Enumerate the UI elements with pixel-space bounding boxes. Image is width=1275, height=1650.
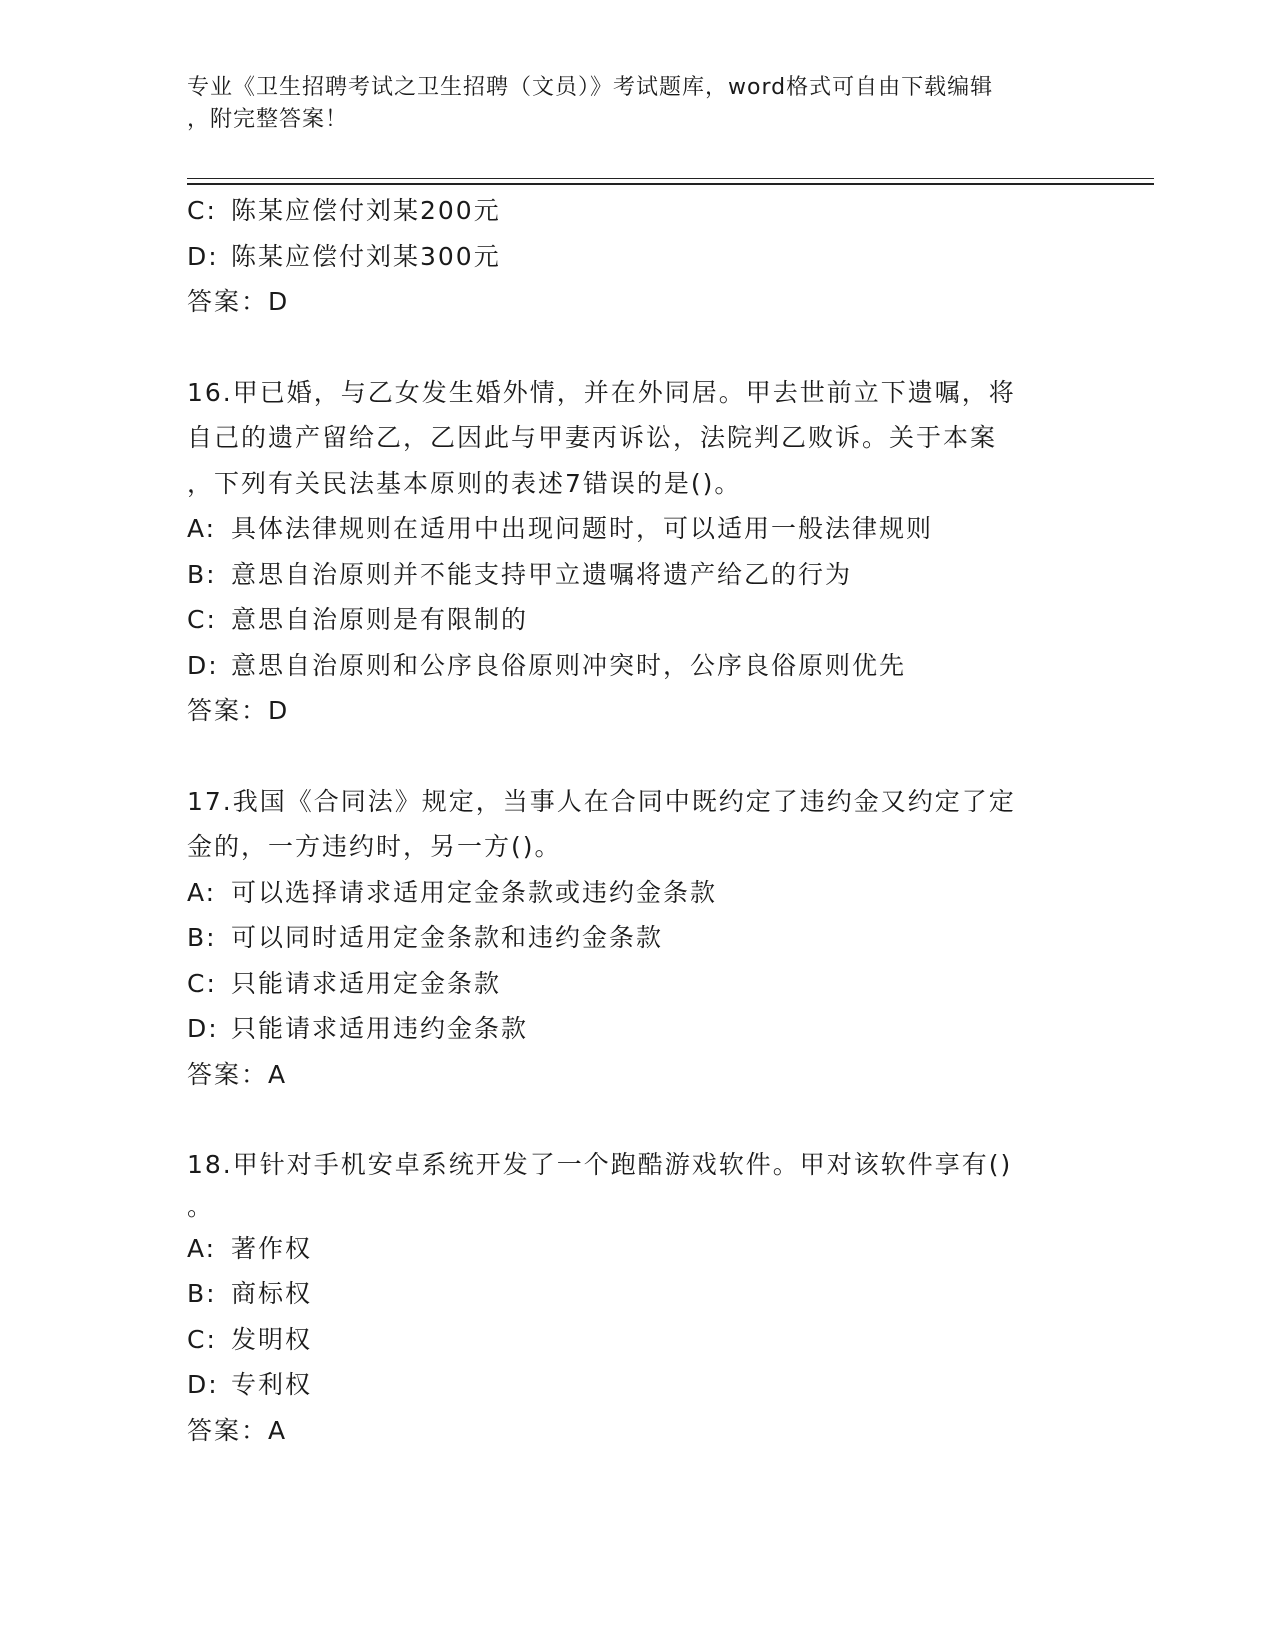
option-row	[187, 597, 1077, 643]
question-text-line: ，下列有关民法基本原则的表述7错误的是()。	[187, 468, 742, 498]
option-text: 可以同时适用定金条款和违约金条款	[231, 923, 664, 952]
question-text-line: 。	[187, 1191, 215, 1221]
option-letter: C:	[187, 1324, 217, 1354]
option-row	[187, 1317, 1077, 1363]
option-text: 具体法律规则在适用中出现问题时，可以适用一般法律规则	[231, 514, 934, 543]
option-letter: B:	[187, 1279, 217, 1308]
option-row	[187, 1362, 1077, 1408]
question-text-line: 16.甲已婚，与乙女发生婚外情，并在外同居。甲去世前立下遗嘱，将	[187, 377, 1016, 407]
option-row	[187, 506, 1077, 552]
continued-question	[187, 188, 1077, 325]
option-text: 只能请求适用定金条款	[231, 968, 502, 998]
option-row	[187, 643, 1077, 689]
option-letter: A:	[187, 514, 217, 543]
option-row	[187, 915, 1077, 961]
option-row	[187, 870, 1077, 916]
option-letter: A:	[187, 1233, 217, 1263]
document-body	[187, 188, 1077, 1453]
option-row	[187, 552, 1077, 598]
option-text: 著作权	[231, 1233, 313, 1263]
option-letter: A:	[187, 877, 217, 907]
option-text: 可以选择请求适用定金条款或违约金条款	[231, 877, 718, 907]
option-row	[187, 188, 1077, 234]
question-17	[187, 779, 1077, 1098]
option-text: 陈某应偿付刘某300元	[231, 241, 501, 271]
page-header	[187, 72, 1067, 136]
option-letter: D:	[187, 241, 219, 271]
option-letter: D:	[187, 1370, 219, 1399]
header-divider-thin	[187, 178, 1154, 179]
question-text-line: 18.甲针对手机安卓系统开发了一个跑酷游戏软件。甲对该软件享有()	[187, 1150, 1013, 1179]
question-text-line: 金的，一方违约时，另一方()。	[187, 832, 562, 861]
option-letter: D:	[187, 650, 219, 680]
option-text: 意思自治原则和公序良俗原则冲突时，公序良俗原则优先	[231, 650, 907, 680]
spacer	[187, 734, 1077, 779]
answer-line: 答案：D	[187, 696, 290, 725]
option-letter: B:	[187, 923, 217, 952]
spacer	[187, 1097, 1077, 1142]
question-text-line: 自己的遗产留给乙，乙因此与甲妻丙诉讼，法院判乙败诉。关于本案	[187, 423, 998, 452]
option-row	[187, 1006, 1077, 1052]
option-text: 只能请求适用违约金条款	[231, 1014, 529, 1043]
option-letter: D:	[187, 1014, 219, 1043]
option-row	[187, 961, 1077, 1007]
option-text: 陈某应偿付刘某200元	[231, 196, 501, 225]
option-text: 意思自治原则是有限制的	[231, 605, 529, 634]
question-text-line: 17.我国《合同法》规定，当事人在合同中既约定了违约金又约定了定	[187, 786, 1016, 816]
option-letter: C:	[187, 968, 217, 998]
option-row	[187, 1271, 1077, 1317]
option-letter: B:	[187, 559, 217, 589]
answer-line: 答案：A	[187, 1415, 288, 1445]
header-divider-thick	[187, 183, 1154, 185]
option-row	[187, 234, 1077, 280]
question-16	[187, 370, 1077, 734]
header-line-1: 专业《卫生招聘考试之卫生招聘（文员）》考试题库，word格式可自由下载编辑	[187, 75, 994, 100]
question-18	[187, 1142, 1077, 1453]
header-line-2: ，附完整答案！	[187, 107, 349, 132]
option-text: 意思自治原则并不能支持甲立遗嘱将遗产给乙的行为	[231, 559, 853, 589]
option-text: 发明权	[231, 1324, 313, 1354]
spacer	[187, 325, 1077, 370]
option-text: 专利权	[231, 1370, 313, 1399]
answer-line: 答案：D	[187, 287, 290, 316]
answer-line: 答案：A	[187, 1059, 288, 1089]
option-letter: C:	[187, 196, 217, 225]
option-text: 商标权	[231, 1279, 313, 1308]
option-row	[187, 1226, 1077, 1272]
option-letter: C:	[187, 605, 217, 634]
